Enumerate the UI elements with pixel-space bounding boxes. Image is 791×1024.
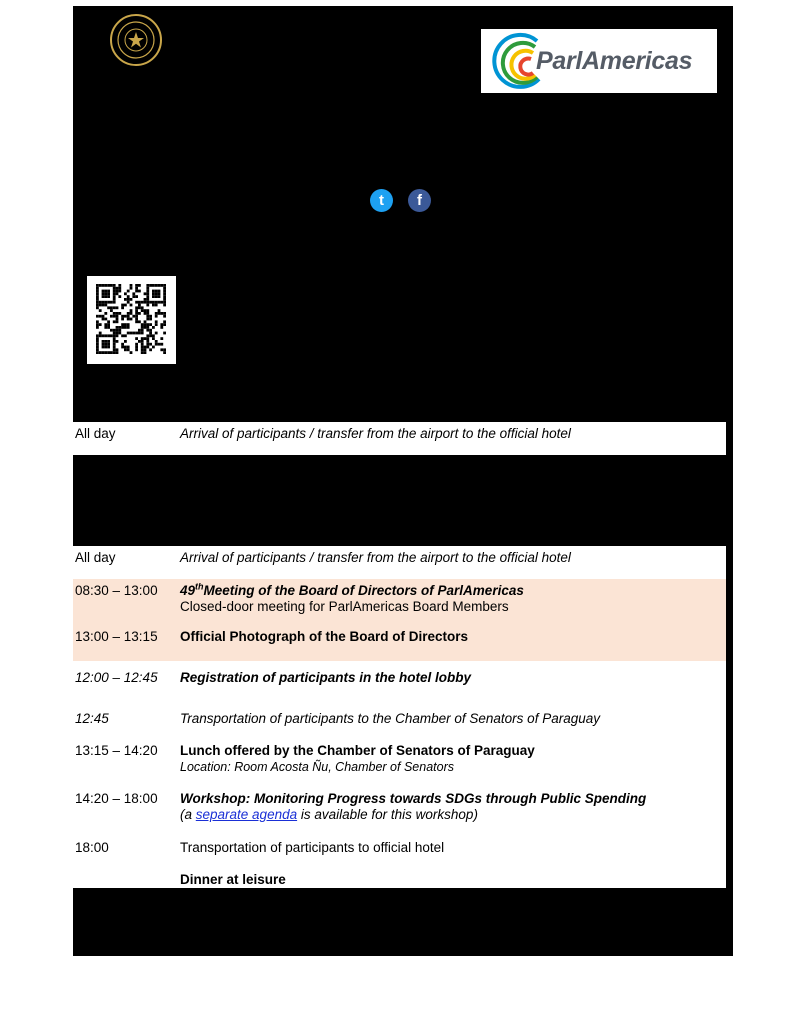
separate-agenda-link[interactable]: separate agenda (195, 807, 298, 822)
row-description: Transportation of participants to the Chamber of Senators of Paraguay (180, 711, 600, 726)
row-description: Arrival of participants / transfer from the airport to the official hotel (180, 550, 571, 565)
row-title: Dinner at leisure (180, 872, 286, 887)
row-description (180, 583, 720, 615)
row-title: 49thMeeting of the Board of Directors of ParlAmericas (180, 581, 524, 598)
row-description (180, 743, 720, 775)
row-time: 12:45 (75, 711, 109, 726)
row-title: Workshop: Monitoring Progress towards SDGs through Public Spending (180, 791, 647, 806)
row-title: Registration of participants in the hotel lobby (180, 670, 472, 685)
qr-code (87, 276, 176, 364)
row-description: Arrival of participants / transfer from the airport to the official hotel (180, 426, 571, 441)
row-time: 18:00 (75, 840, 109, 855)
row-description: Transportation of participants to official hotel (180, 840, 445, 855)
row-description (180, 791, 720, 823)
row-time: 13:00 – 13:15 (75, 629, 158, 644)
agenda-row (73, 422, 726, 455)
board-meeting-block (73, 579, 726, 661)
row-time: 14:20 – 18:00 (75, 791, 158, 806)
qr-code-icon (96, 284, 166, 354)
facebook-icon[interactable]: f (408, 189, 431, 212)
twitter-icon[interactable]: t (370, 189, 393, 212)
row-time: All day (75, 426, 116, 441)
logo-text: ParlAmericas (536, 47, 693, 75)
row-time: All day (75, 550, 116, 565)
row-subtitle: (a separate agenda is available for this workshop) (180, 807, 478, 822)
row-title: Lunch offered by the Chamber of Senators of Paraguay (180, 743, 535, 758)
afternoon-block (73, 661, 726, 888)
agenda-row (73, 546, 726, 579)
row-time: 08:30 – 13:00 (75, 583, 158, 598)
row-title: Official Photograph of the Board of Directors (180, 629, 469, 644)
row-time: 12:00 – 12:45 (75, 670, 158, 685)
parlamericas-logo (481, 29, 717, 93)
row-subtitle: Closed-door meeting for ParlAmericas Board Members (180, 599, 509, 614)
senate-seal-icon (110, 14, 162, 66)
row-time: 13:15 – 14:20 (75, 743, 158, 758)
row-subtitle: Location: Room Acosta Ñu, Chamber of Senators (180, 760, 454, 774)
